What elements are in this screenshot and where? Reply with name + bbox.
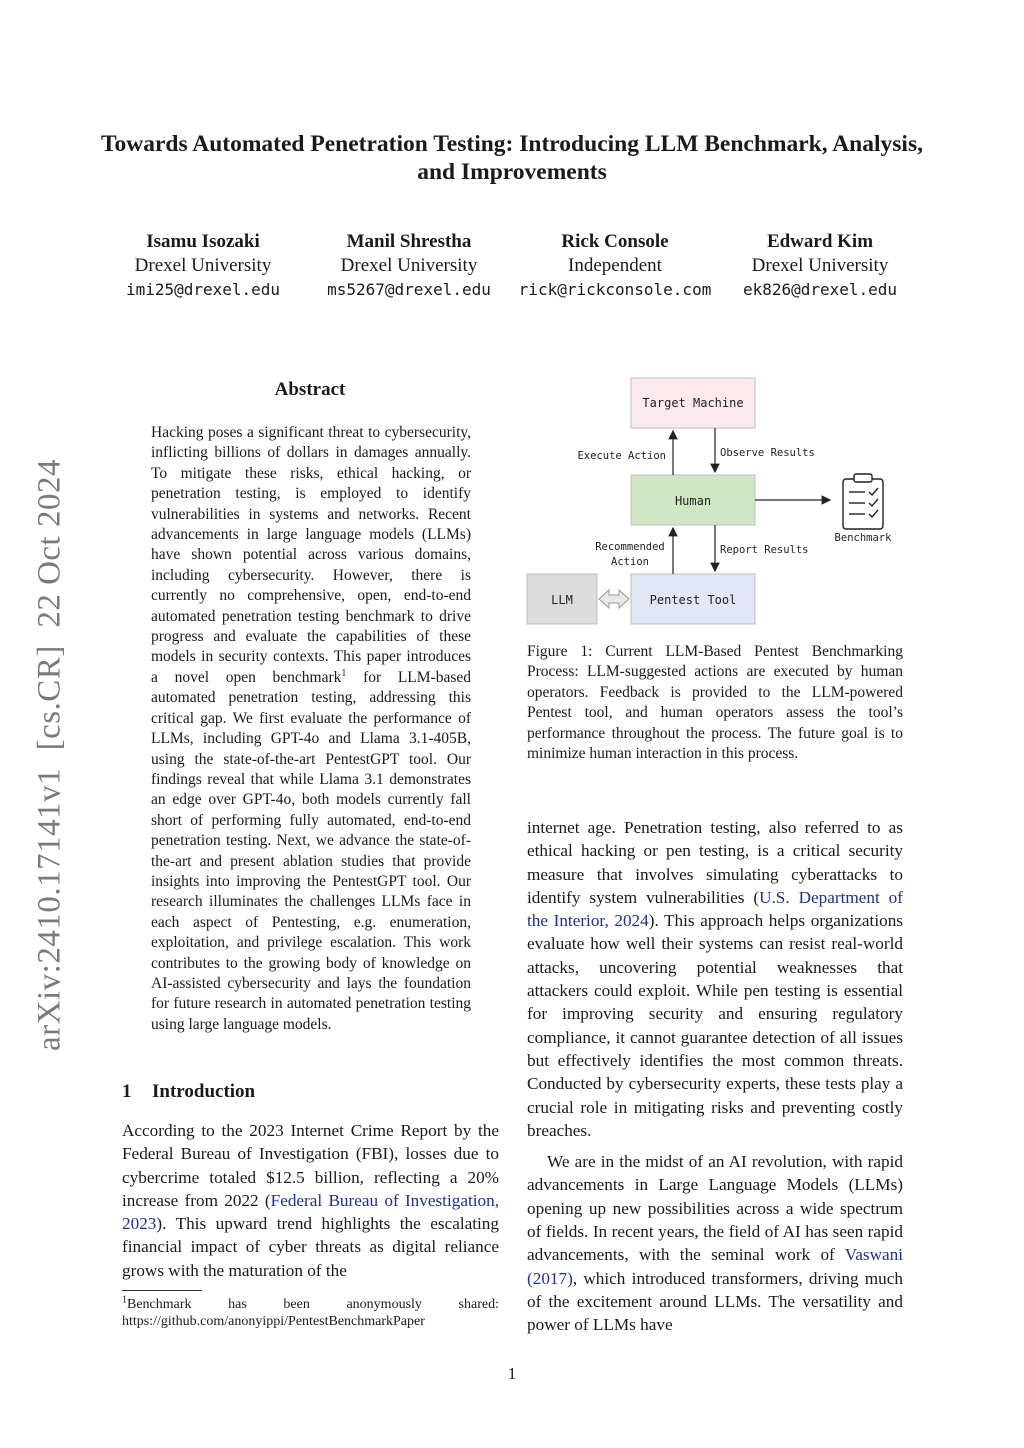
observe-results-label: Observe Results — [720, 447, 815, 459]
text: , which introduced transformers, driving much of the excitement around LLMs. The versatility and power of LLMs have — [527, 1268, 903, 1335]
author-email: ms5267@drexel.edu — [327, 280, 491, 299]
abstract-heading: Abstract — [274, 379, 346, 400]
text: We are in the midst of an AI revolution, with rapid advancements in Large Language Models (LLMs) opening up new possibilities across a wide spectrum of fields. In recent years, the field of AI has seen rapid advancements, with the seminal work of — [527, 1152, 903, 1265]
footnote-word — [122, 1296, 192, 1313]
pentest-tool-label: Pentest Tool — [649, 593, 737, 607]
intro-paragraph — [527, 816, 903, 1142]
intro-paragraph — [122, 1119, 499, 1282]
arxiv-sidebar — [20, 455, 80, 1055]
citation-link[interactable]: Vaswani (2017) — [527, 1245, 903, 1288]
abstract-text — [151, 423, 471, 1035]
citation-link[interactable]: U.S. Department of the Interior, 2024 — [527, 887, 903, 931]
page-number: 1 — [507, 1364, 517, 1383]
footnote-word: shared: — [458, 1297, 499, 1312]
recommended-label-line2: Action — [611, 556, 649, 568]
author-name: Isamu Isozaki — [146, 231, 260, 252]
text: internet age. Penetration testing, also referred to as ethical hacking or pen testing, is a critical security measure that involves simulating cyberattacks to identify system vulnerabilities ( — [527, 818, 903, 907]
llm-label: LLM — [551, 593, 573, 607]
section-heading-introduction — [122, 1080, 502, 1104]
footnote-word: anonymously — [346, 1297, 422, 1312]
text: According to the 2023 Internet Crime Report by the Federal Bureau of Investigation (FBI), losses due to cybercrime totaled $12.5 billion, reflecting a 20% increase from 2022 ( — [122, 1121, 499, 1210]
footnote-mark: 1 — [122, 1294, 127, 1306]
intro-right-column — [527, 816, 903, 1345]
author-email: ek826@drexel.edu — [742, 280, 898, 299]
footnote-word-text: Benchmark — [127, 1297, 192, 1312]
section-title: Introduction — [152, 1081, 256, 1102]
report-results-label: Report Results — [720, 544, 809, 556]
target-machine-label: Target Machine — [642, 396, 744, 410]
intro-paragraph — [527, 1150, 903, 1336]
author-affiliation: Independent — [568, 255, 662, 276]
author-3 — [500, 230, 730, 302]
llm-pentest-arrow — [599, 590, 629, 608]
clipboard-icon — [843, 474, 883, 529]
recommended-label-line1: Recommended — [595, 541, 665, 553]
abstract-text-part-2: for LLM-based automated penetration testing, addressing this critical gap. We first evaluate the performance of LLMs, including GPT-4o and Llama 3.1-405B, using the state-of-the-art PentestGPT tool. Our findings reveal that while Llama 3.1 demonstrates an edge over GPT-4o, both models currently fall short of performing fully automated, end-to-end penetration testing. Next, we advance the state-of-the-art and present ablation studies that provide insights into improving the PentestGPT tool. Our research illuminates the challenges LLMs face in each aspect of Pentesting, e.g. enumeration, exploitation, and privilege escalation. This work contributes to the growing body of knowledge on AI-assisted cybersecurity and lays the foundation for future research in automated penetration testing using large language models. — [151, 668, 471, 1033]
footnote-word: been — [283, 1297, 310, 1312]
footnote-url[interactable]: https://github.com/anonyippi/PentestBenchmarkPaper — [122, 1314, 425, 1329]
figure-1 — [523, 375, 908, 630]
section-number: 1 — [122, 1081, 132, 1102]
citation-link[interactable]: Federal Bureau of Investigation, 2023 — [122, 1190, 499, 1234]
author-1 — [88, 230, 318, 302]
footnote — [122, 1296, 499, 1330]
benchmark-label: Benchmark — [834, 532, 892, 544]
footnote-divider — [122, 1290, 202, 1291]
intro-left-column — [122, 1119, 499, 1282]
author-affiliation: Drexel University — [751, 255, 889, 276]
text: ). This upward trend highlights the escalating financial impact of cyber threats as digital reliance grows with the maturation of the — [122, 1214, 499, 1280]
author-name: Edward Kim — [766, 231, 874, 252]
author-email: rick@rickconsole.com — [518, 280, 712, 299]
author-name: Rick Console — [561, 231, 669, 252]
abstract-text-part-1: Hacking poses a significant threat to cybersecurity, inflicting billions of dollars in damages annually. To mitigate these risks, ethical hacking, or penetration testing, is employed to identify vulnerabilities in systems and networks. Recent advancements in large language models (LLMs) have shown potential across various domains, including cybersecurity. However, there is currently no comprehensive, open, end-to-end automated penetration testing benchmark to drive progress and evaluate the capabilities of these models in security contexts. This paper introduces a novel open benchmark — [151, 424, 471, 686]
text: ). This approach helps organizations evaluate how well their systems can resist real-world attacks, uncovering potential weaknesses that attackers could exploit. While pen testing is essential for improving security and ensuring regulatory compliance, it cannot guarantee detection of all issues but effectively identifies the most common threats. Conducted by cybersecurity experts, these tests play a crucial role in mitigating risks and preventing costly breaches. — [527, 911, 903, 1140]
arxiv-id: arXiv:2410.17141v1 [cs.CR] 22 Oct 2024 — [31, 459, 68, 1051]
figure-caption: Figure 1: Current LLM-Based Pentest Benchmarking Process: LLM-suggested actions are executed by human operators. Feedback is provided to the LLM-powered Pentest tool, and human operators assess the tool’s performance throughout the process. The future goal is to minimize human interaction in this process. — [527, 643, 903, 763]
pentest-process-diagram — [523, 375, 908, 630]
author-email: imi25@drexel.edu — [125, 280, 281, 299]
footnote-marker[interactable]: 1 — [341, 667, 347, 679]
author-affiliation: Drexel University — [134, 255, 272, 276]
footnote-line — [122, 1296, 499, 1313]
execute-action-label: Execute Action — [577, 450, 666, 462]
author-2 — [294, 230, 524, 302]
footnote-word: has — [228, 1297, 247, 1312]
author-name: Manil Shrestha — [346, 231, 472, 252]
paper-title: Towards Automated Penetration Testing: Introducing LLM Benchmark, Analysis, and Improvements — [101, 131, 923, 185]
author-affiliation: Drexel University — [340, 255, 478, 276]
author-4 — [705, 230, 935, 302]
human-label: Human — [674, 494, 712, 508]
